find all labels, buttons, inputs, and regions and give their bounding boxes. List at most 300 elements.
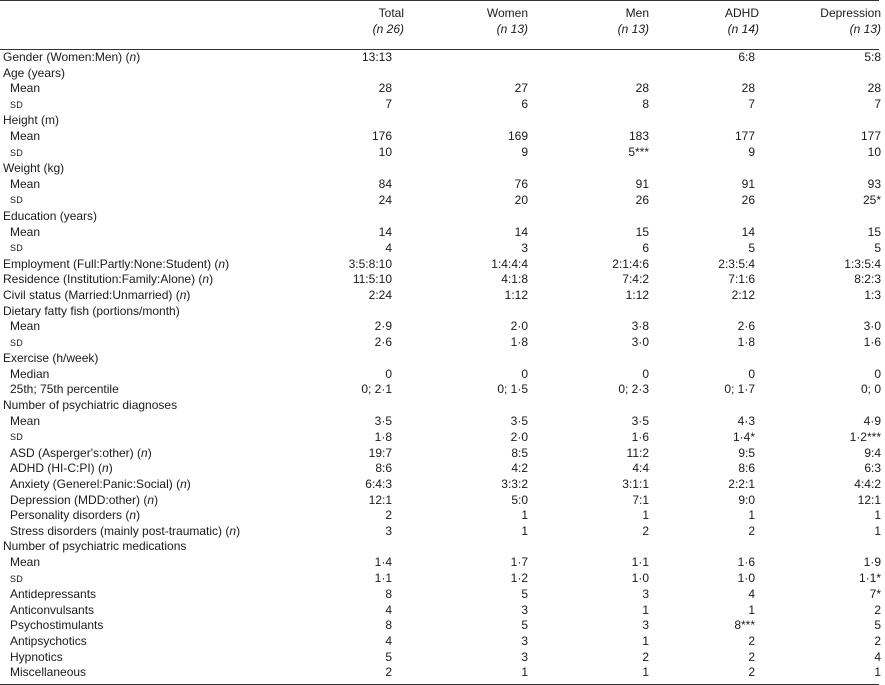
cell-value: 1·6 xyxy=(863,335,881,350)
table-row xyxy=(0,524,885,540)
row-label xyxy=(0,272,240,288)
cell-value: 0; 2·3 xyxy=(618,382,649,397)
cell-value: 3 xyxy=(642,618,649,633)
table-cell xyxy=(240,225,406,241)
table-cell xyxy=(759,665,885,681)
table-cell xyxy=(240,571,406,588)
row-label-text: Personality disorders (n) xyxy=(10,508,141,523)
cell-value: 183 xyxy=(628,128,649,143)
cell-value: 1·4 xyxy=(374,555,392,569)
col-header-adhd: ADHD (n 14) xyxy=(724,6,759,36)
table-cell xyxy=(649,192,759,209)
cell-value: 1 xyxy=(748,508,755,523)
table-cell xyxy=(406,257,528,273)
row-label-text: Depression (MDD:other) (n) xyxy=(10,492,159,507)
cell-value: 3·5 xyxy=(374,413,392,428)
col-header-men: Men (n 13) xyxy=(617,6,649,36)
cell-value: 2:24 xyxy=(368,287,392,302)
table-cell xyxy=(406,493,528,509)
table-row xyxy=(0,209,885,225)
cell-value: 1·8 xyxy=(510,335,528,350)
cell-value: 2·6 xyxy=(737,319,755,334)
table-cell xyxy=(528,113,649,129)
table-cell xyxy=(759,66,885,82)
row-label xyxy=(0,634,240,650)
cell-value: 11:5:10 xyxy=(352,272,392,287)
table-row xyxy=(0,240,885,257)
table-cell xyxy=(406,587,528,603)
table-cell xyxy=(240,97,406,114)
table-cell xyxy=(649,429,759,446)
cell-value: 5 xyxy=(521,618,528,633)
cell-value: 3:3:2 xyxy=(501,477,528,492)
cell-value: 1 xyxy=(521,508,528,523)
cell-value: 2 xyxy=(385,508,392,523)
cell-value: 0 xyxy=(521,366,528,381)
table-row xyxy=(0,508,885,524)
cell-value: 0 xyxy=(874,366,881,381)
table-cell xyxy=(240,177,406,193)
table-cell xyxy=(759,225,885,241)
cell-value: 1:12 xyxy=(504,287,528,302)
table-cell xyxy=(406,477,528,493)
cell-value: 3 xyxy=(521,602,528,617)
row-label-text: Anxiety (Generel:Panic:Social) (n) xyxy=(10,477,191,492)
row-label-text: ADHD (HI-C:PI) (n) xyxy=(10,461,113,476)
row-label-text: Residence (Institution:Family:Alone) (n) xyxy=(3,272,214,287)
cell-value: 3·0 xyxy=(863,319,881,334)
row-label-text: Psychostimulants xyxy=(10,618,104,633)
cell-value: 9:5 xyxy=(738,445,755,460)
table-cell xyxy=(406,225,528,241)
row-label xyxy=(0,319,240,335)
table-cell xyxy=(649,461,759,477)
cell-value: 3 xyxy=(385,523,392,538)
cell-value: 9 xyxy=(748,145,755,160)
table-cell xyxy=(759,145,885,162)
cell-value: 6 xyxy=(642,240,649,255)
cell-value: 26 xyxy=(741,192,755,207)
table-cell xyxy=(528,351,649,367)
table-cell xyxy=(649,97,759,114)
row-label xyxy=(0,161,240,177)
cell-value: 1·0 xyxy=(737,571,755,586)
table-row xyxy=(0,571,885,588)
table-cell xyxy=(528,555,649,571)
row-label xyxy=(0,650,240,666)
cell-value: 26 xyxy=(635,192,649,207)
cell-value: 6 xyxy=(521,97,528,112)
table-cell xyxy=(240,209,406,225)
row-label-text: SD xyxy=(10,243,24,254)
row-label-text: Stress disorders (mainly post-traumatic) (n) xyxy=(10,523,241,538)
table-cell xyxy=(759,351,885,367)
cell-value: 1·7 xyxy=(510,555,528,569)
table-cell xyxy=(240,603,406,619)
cell-value: 5 xyxy=(521,587,528,602)
cell-value: 11:2 xyxy=(626,445,649,460)
table-cell xyxy=(240,398,406,414)
table-cell xyxy=(240,587,406,603)
row-label-text: Anticonvulsants xyxy=(10,602,95,617)
row-label xyxy=(0,113,240,129)
table-cell xyxy=(406,177,528,193)
cell-value: 4:4:2 xyxy=(854,477,881,492)
table-cell xyxy=(649,225,759,241)
cell-value: 1 xyxy=(642,602,649,617)
table-cell xyxy=(406,129,528,145)
cell-value: 9:0 xyxy=(738,492,755,507)
row-label xyxy=(0,192,240,209)
cell-value: 8 xyxy=(385,587,392,602)
table-cell xyxy=(240,446,406,462)
table-row xyxy=(0,161,885,177)
table-row xyxy=(0,618,885,634)
table-cell xyxy=(759,650,885,666)
table-cell xyxy=(649,335,759,352)
row-label-text: ASD (Asperger's:other) (n) xyxy=(10,445,152,460)
table-cell xyxy=(406,414,528,430)
table-cell xyxy=(759,177,885,193)
table-cell xyxy=(759,634,885,650)
table-cell xyxy=(759,192,885,209)
table-cell xyxy=(649,587,759,603)
cell-value: 1:12 xyxy=(625,287,649,302)
cell-value: 3·8 xyxy=(631,319,649,334)
table-cell xyxy=(649,398,759,414)
cell-value: 3:5:8:10 xyxy=(348,256,392,271)
table-cell xyxy=(759,508,885,524)
cell-value: 4:4 xyxy=(632,461,649,476)
table-cell xyxy=(759,382,885,398)
table-cell xyxy=(528,446,649,462)
row-label xyxy=(0,618,240,634)
cell-value: 28 xyxy=(741,81,755,96)
table-cell xyxy=(649,571,759,588)
table-cell xyxy=(649,257,759,273)
table-cell xyxy=(759,97,885,114)
cell-value: 84 xyxy=(378,176,392,191)
cell-value: 5 xyxy=(874,240,881,255)
table-cell xyxy=(759,539,885,555)
row-label xyxy=(0,461,240,477)
table-cell xyxy=(759,461,885,477)
cell-value: 9 xyxy=(521,145,528,160)
cell-value: 7:1:6 xyxy=(728,272,755,287)
row-label xyxy=(0,257,240,273)
table-cell xyxy=(406,555,528,571)
table-cell xyxy=(528,272,649,288)
table-cell xyxy=(528,618,649,634)
table-cell xyxy=(406,335,528,352)
table-row xyxy=(0,650,885,666)
table-row xyxy=(0,414,885,430)
row-label xyxy=(0,240,240,257)
row-label xyxy=(0,446,240,462)
cell-value: 15 xyxy=(867,224,881,239)
cell-value: 0 xyxy=(748,366,755,381)
cell-value: 27 xyxy=(514,81,528,96)
table-row xyxy=(0,50,885,66)
cell-value: 91 xyxy=(635,176,649,191)
row-label xyxy=(0,493,240,509)
cell-value: 7* xyxy=(869,587,881,602)
row-label-text: 25th; 75th percentile xyxy=(10,382,119,397)
table-cell xyxy=(528,587,649,603)
row-label xyxy=(0,145,240,162)
table-cell xyxy=(528,382,649,398)
table-cell xyxy=(528,524,649,540)
cell-value: 4·3 xyxy=(737,413,755,428)
table-row xyxy=(0,461,885,477)
cell-value: 2 xyxy=(748,633,755,648)
table-cell xyxy=(528,603,649,619)
table-row xyxy=(0,304,885,320)
row-label-text: Height (m) xyxy=(3,113,60,128)
table-cell xyxy=(649,665,759,681)
table-cell xyxy=(406,145,528,162)
table-row xyxy=(0,97,885,114)
cell-value: 5 xyxy=(874,618,881,633)
cell-value: 2:3:5:4 xyxy=(718,256,755,271)
cell-value: 2 xyxy=(874,602,881,617)
table-cell xyxy=(649,634,759,650)
cell-value: 7 xyxy=(874,97,881,112)
table-cell xyxy=(240,414,406,430)
row-label-text: Employment (Full:Partly:None:Student) (n) xyxy=(3,256,230,271)
table-row xyxy=(0,555,885,571)
table-cell xyxy=(528,665,649,681)
table-cell xyxy=(649,650,759,666)
table-row xyxy=(0,192,885,209)
cell-value: 7 xyxy=(385,97,392,112)
table-cell xyxy=(759,618,885,634)
table-cell xyxy=(528,398,649,414)
table-cell xyxy=(759,587,885,603)
table-cell xyxy=(406,50,528,66)
table-row xyxy=(0,634,885,650)
table-cell xyxy=(240,319,406,335)
table-cell xyxy=(406,650,528,666)
row-label-text: SD xyxy=(10,195,24,206)
cell-value: 3·0 xyxy=(631,335,649,350)
table-cell xyxy=(649,177,759,193)
cell-value: 1·6 xyxy=(737,555,755,569)
table-row xyxy=(0,351,885,367)
table-cell xyxy=(528,335,649,352)
cell-value: 1:3:5:4 xyxy=(844,256,881,271)
table-cell xyxy=(406,618,528,634)
row-label xyxy=(0,603,240,619)
cell-value: 2·0 xyxy=(510,429,528,444)
cell-value: 1·2 xyxy=(510,571,528,586)
row-label-text: Mean xyxy=(10,128,41,143)
table-row xyxy=(0,113,885,129)
cell-value: 4 xyxy=(748,587,755,602)
table-cell xyxy=(406,288,528,304)
row-label-text: Mean xyxy=(10,555,41,569)
table-cell xyxy=(240,81,406,97)
table-cell xyxy=(406,571,528,588)
cell-value: 1 xyxy=(642,633,649,648)
table-cell xyxy=(759,257,885,273)
table-cell xyxy=(759,209,885,225)
table-cell xyxy=(528,304,649,320)
table-cell xyxy=(528,97,649,114)
row-label xyxy=(0,429,240,446)
row-label-text: Mean xyxy=(10,224,41,239)
cell-value: 6:8 xyxy=(738,50,755,64)
row-label xyxy=(0,81,240,97)
cell-value: 0; 1·7 xyxy=(724,382,755,397)
table-cell xyxy=(240,240,406,257)
cell-value: 0 xyxy=(642,366,649,381)
cell-value: 2 xyxy=(385,665,392,680)
table-cell xyxy=(406,240,528,257)
table-cell xyxy=(406,192,528,209)
table-cell xyxy=(528,129,649,145)
row-label-text: Mean xyxy=(10,81,41,96)
table-cell xyxy=(406,272,528,288)
table-cell xyxy=(649,304,759,320)
cell-value: 2·9 xyxy=(374,319,392,334)
cell-value: 8*** xyxy=(734,618,755,633)
row-label-text: Mean xyxy=(10,176,41,191)
table-row xyxy=(0,81,885,97)
row-label xyxy=(0,398,240,414)
table-cell xyxy=(649,618,759,634)
row-label xyxy=(0,665,240,681)
cell-value: 8:6 xyxy=(375,461,392,476)
table-cell xyxy=(240,493,406,509)
cell-value: 6:3 xyxy=(864,461,881,476)
cell-value: 5:8 xyxy=(864,50,881,64)
table-cell xyxy=(240,618,406,634)
table-cell xyxy=(528,571,649,588)
table-cell xyxy=(528,161,649,177)
table-body xyxy=(0,50,885,681)
table-cell xyxy=(528,50,649,66)
table-cell xyxy=(406,113,528,129)
cell-value: 14 xyxy=(378,224,392,239)
header-row xyxy=(0,0,885,50)
cell-value: 3 xyxy=(642,587,649,602)
row-label xyxy=(0,304,240,320)
table-cell xyxy=(406,634,528,650)
row-label xyxy=(0,66,240,82)
table-row xyxy=(0,539,885,555)
cell-value: 2·0 xyxy=(510,319,528,334)
row-label-text: Civil status (Married:Unmarried) (n) xyxy=(3,287,191,302)
table-cell xyxy=(528,508,649,524)
table-cell xyxy=(759,288,885,304)
row-label xyxy=(0,225,240,241)
table-cell xyxy=(649,524,759,540)
table-cell xyxy=(649,555,759,571)
row-label-text: Mean xyxy=(10,413,41,428)
table-cell xyxy=(649,367,759,383)
row-label xyxy=(0,571,240,588)
row-label-text: Weight (kg) xyxy=(3,161,65,176)
table-cell xyxy=(649,145,759,162)
cell-value: 1·6 xyxy=(631,429,649,444)
table-cell xyxy=(649,209,759,225)
table-cell xyxy=(240,66,406,82)
cell-value: 14 xyxy=(741,224,755,239)
table-cell xyxy=(528,257,649,273)
cell-value: 5:0 xyxy=(511,492,528,507)
table-cell xyxy=(406,524,528,540)
table-row xyxy=(0,145,885,162)
row-label-text: SD xyxy=(10,99,24,110)
table-cell xyxy=(528,177,649,193)
cell-value: 12:1 xyxy=(368,492,392,507)
table-cell xyxy=(240,129,406,145)
row-label-text: Exercise (h/week) xyxy=(3,351,99,366)
cell-value: 28 xyxy=(635,81,649,96)
row-label-text: Miscellaneous xyxy=(10,665,87,680)
table-cell xyxy=(406,446,528,462)
cell-value: 2 xyxy=(642,649,649,664)
cell-value: 4 xyxy=(385,240,392,255)
table-cell xyxy=(240,351,406,367)
table-cell xyxy=(240,650,406,666)
table-row xyxy=(0,665,885,681)
table-cell xyxy=(759,571,885,588)
cell-value: 1·8 xyxy=(737,335,755,350)
table-cell xyxy=(649,113,759,129)
table-cell xyxy=(240,665,406,681)
table-row xyxy=(0,225,885,241)
cell-value: 0; 1·5 xyxy=(497,382,528,397)
cell-value: 176 xyxy=(371,128,392,143)
table-cell xyxy=(406,508,528,524)
table-cell xyxy=(649,539,759,555)
table-cell xyxy=(406,665,528,681)
cell-value: 2:2:1 xyxy=(728,477,755,492)
table-cell xyxy=(240,50,406,66)
cell-value: 1·2*** xyxy=(849,429,881,444)
table-cell xyxy=(649,81,759,97)
row-label xyxy=(0,414,240,430)
table-cell xyxy=(528,367,649,383)
table-cell xyxy=(240,272,406,288)
col-header-women: Women (n 13) xyxy=(486,6,528,36)
table-cell xyxy=(240,367,406,383)
table-row xyxy=(0,603,885,619)
table-row xyxy=(0,382,885,398)
cell-value: 1·0 xyxy=(631,571,649,586)
cell-value: 24 xyxy=(378,192,392,207)
table-cell xyxy=(528,288,649,304)
table-cell xyxy=(528,81,649,97)
row-label xyxy=(0,539,240,555)
table-cell xyxy=(406,209,528,225)
cell-value: 2:12 xyxy=(731,287,755,302)
table-cell xyxy=(649,603,759,619)
table-cell xyxy=(240,192,406,209)
table-cell xyxy=(240,382,406,398)
table-cell xyxy=(649,446,759,462)
cell-value: 1·8 xyxy=(374,429,392,444)
table-row xyxy=(0,493,885,509)
row-label xyxy=(0,50,240,66)
cell-value: 1·9 xyxy=(863,555,881,569)
table-cell xyxy=(759,335,885,352)
row-label-text: Number of psychiatric medications xyxy=(3,539,187,554)
cell-value: 1:4:4:4 xyxy=(491,256,528,271)
row-label xyxy=(0,351,240,367)
